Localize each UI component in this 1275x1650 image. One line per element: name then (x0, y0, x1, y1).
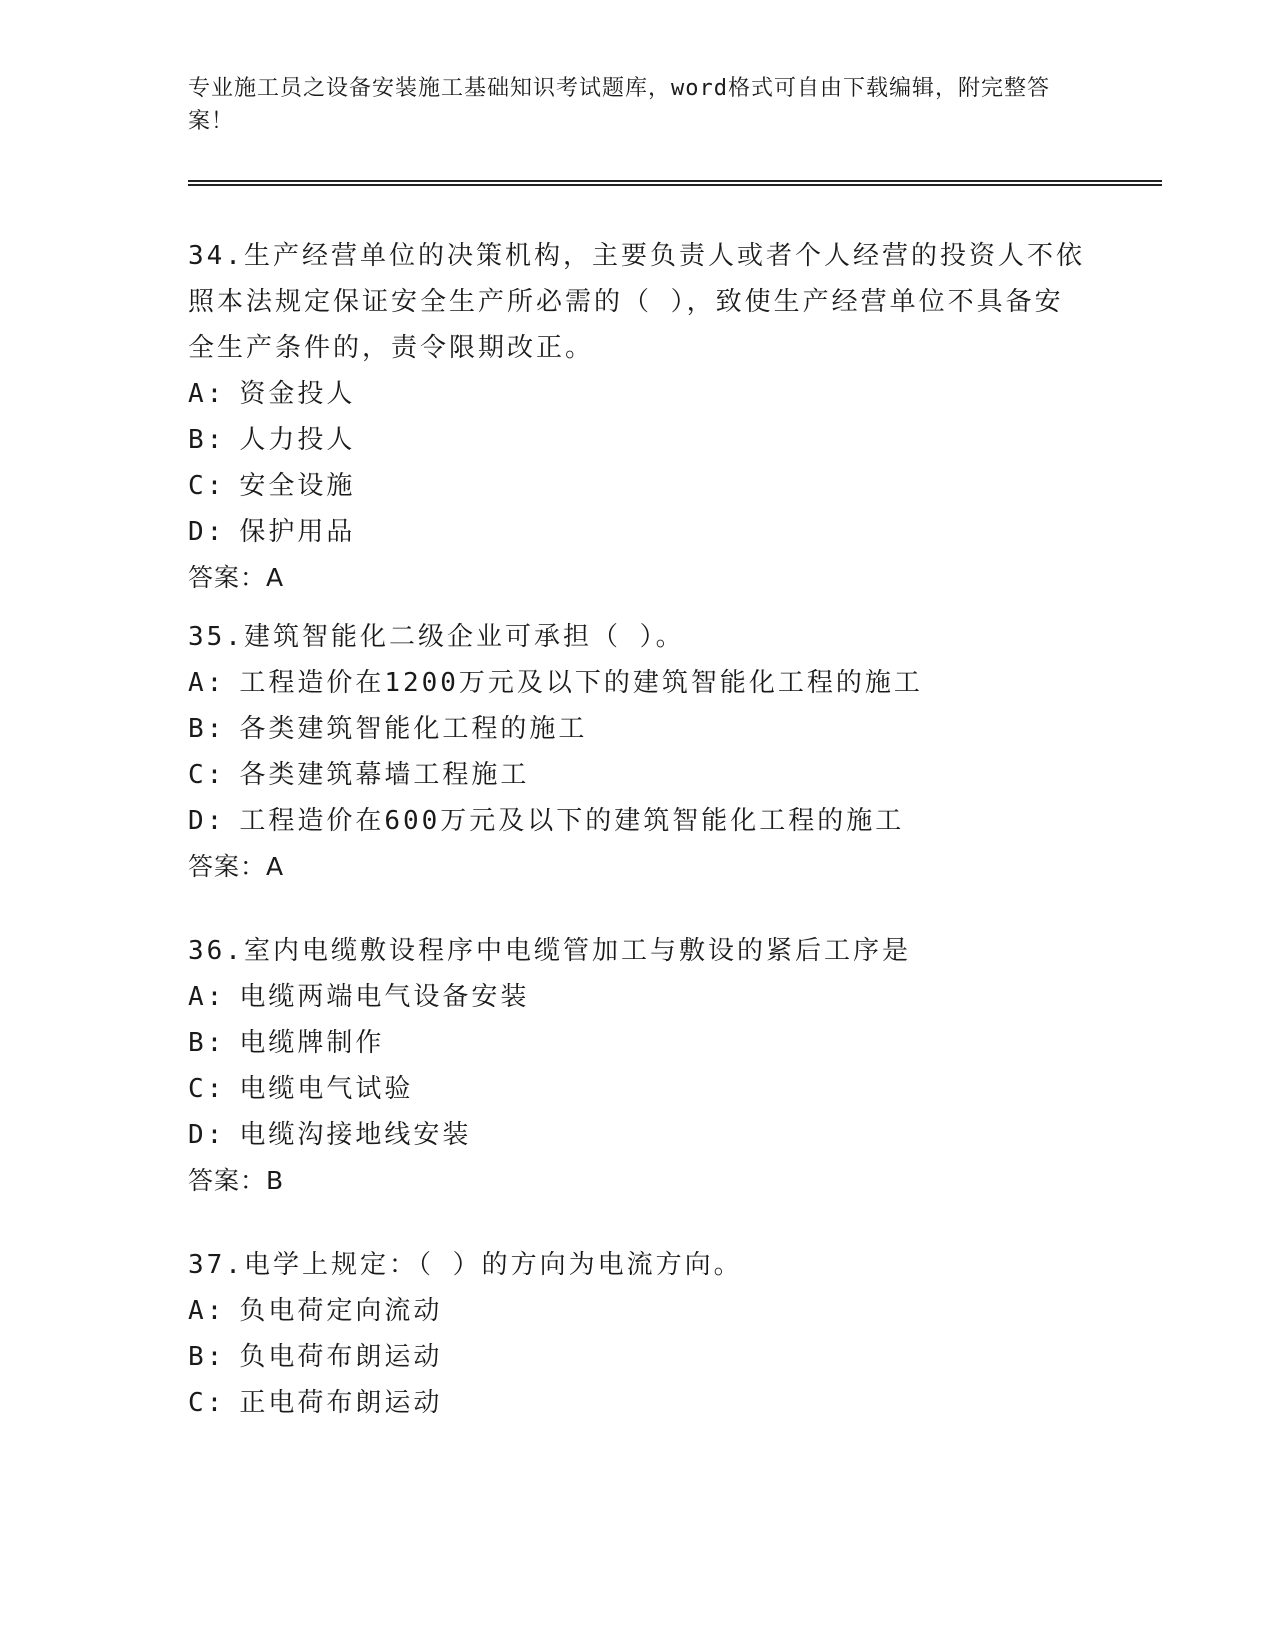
option-letter: C: (188, 760, 226, 790)
option-letter: D: (188, 517, 226, 547)
option-a (188, 1288, 1088, 1334)
option-a (188, 974, 1088, 1020)
question-stem: 35.建筑智能化二级企业可承担（ ）。 (188, 622, 685, 652)
option-text: 负电荷定向流动 (239, 1296, 443, 1326)
option-c (188, 1380, 1088, 1426)
option-c (188, 1066, 1088, 1112)
header-divider-top (188, 180, 1162, 182)
option-b (188, 706, 1088, 752)
option-letter: B: (188, 425, 226, 455)
option-letter: C: (188, 1074, 226, 1104)
option-text: 电缆电气试验 (239, 1074, 414, 1104)
option-text: 人力投人 (239, 425, 356, 455)
option-b (188, 1020, 1088, 1066)
option-text: 电缆沟接地线安装 (239, 1120, 472, 1150)
option-c (188, 752, 1088, 798)
option-letter: B: (188, 1028, 226, 1058)
option-letter: C: (188, 471, 226, 501)
option-text: 安全设施 (239, 471, 356, 501)
option-b (188, 417, 1088, 463)
answer: 答案：B (188, 1166, 285, 1195)
question-stem: 34.生产经营单位的决策机构，主要负责人或者个人经营的投资人不依照本法规定保证安全生产所必需的（ ），致使生产经营单位不具备安全生产条件的，责令限期改正。 (188, 241, 1085, 363)
question-37 (188, 1242, 1088, 1426)
option-text: 保护用品 (239, 517, 356, 547)
question-36 (188, 928, 1088, 1204)
option-text: 各类建筑智能化工程的施工 (239, 714, 588, 744)
option-d (188, 798, 1088, 844)
option-d (188, 509, 1088, 555)
option-c (188, 463, 1088, 509)
question-34 (188, 233, 1088, 601)
option-text: 负电荷布朗运动 (239, 1342, 443, 1372)
question-stem: 36.室内电缆敷设程序中电缆管加工与敷设的紧后工序是 (188, 936, 911, 966)
option-letter: D: (188, 806, 226, 836)
answer: 答案：A (188, 852, 285, 881)
option-letter: D: (188, 1120, 226, 1150)
option-text: 电缆牌制作 (239, 1028, 385, 1058)
option-d (188, 1112, 1088, 1158)
option-text: 工程造价在1200万元及以下的建筑智能化工程的施工 (239, 668, 923, 698)
option-letter: A: (188, 668, 226, 698)
option-text: 工程造价在600万元及以下的建筑智能化工程的施工 (239, 806, 905, 836)
option-letter: B: (188, 1342, 226, 1372)
option-letter: A: (188, 1296, 226, 1326)
option-letter: A: (188, 982, 226, 1012)
option-a (188, 660, 1088, 706)
option-text: 电缆两端电气设备安装 (239, 982, 530, 1012)
option-text: 资金投人 (239, 379, 356, 409)
option-b (188, 1334, 1088, 1380)
answer: 答案：A (188, 563, 285, 592)
option-letter: C: (188, 1388, 226, 1418)
header-divider-bottom (188, 184, 1162, 186)
option-letter: B: (188, 714, 226, 744)
question-stem: 37.电学上规定：（ ）的方向为电流方向。 (188, 1250, 743, 1280)
option-a (188, 371, 1088, 417)
option-letter: A: (188, 379, 226, 409)
option-text: 正电荷布朗运动 (239, 1388, 443, 1418)
question-35 (188, 614, 1088, 890)
option-text: 各类建筑幕墙工程施工 (239, 760, 530, 790)
document-header: 专业施工员之设备安装施工基础知识考试题库，word格式可自由下载编辑，附完整答案！ (188, 76, 1050, 134)
